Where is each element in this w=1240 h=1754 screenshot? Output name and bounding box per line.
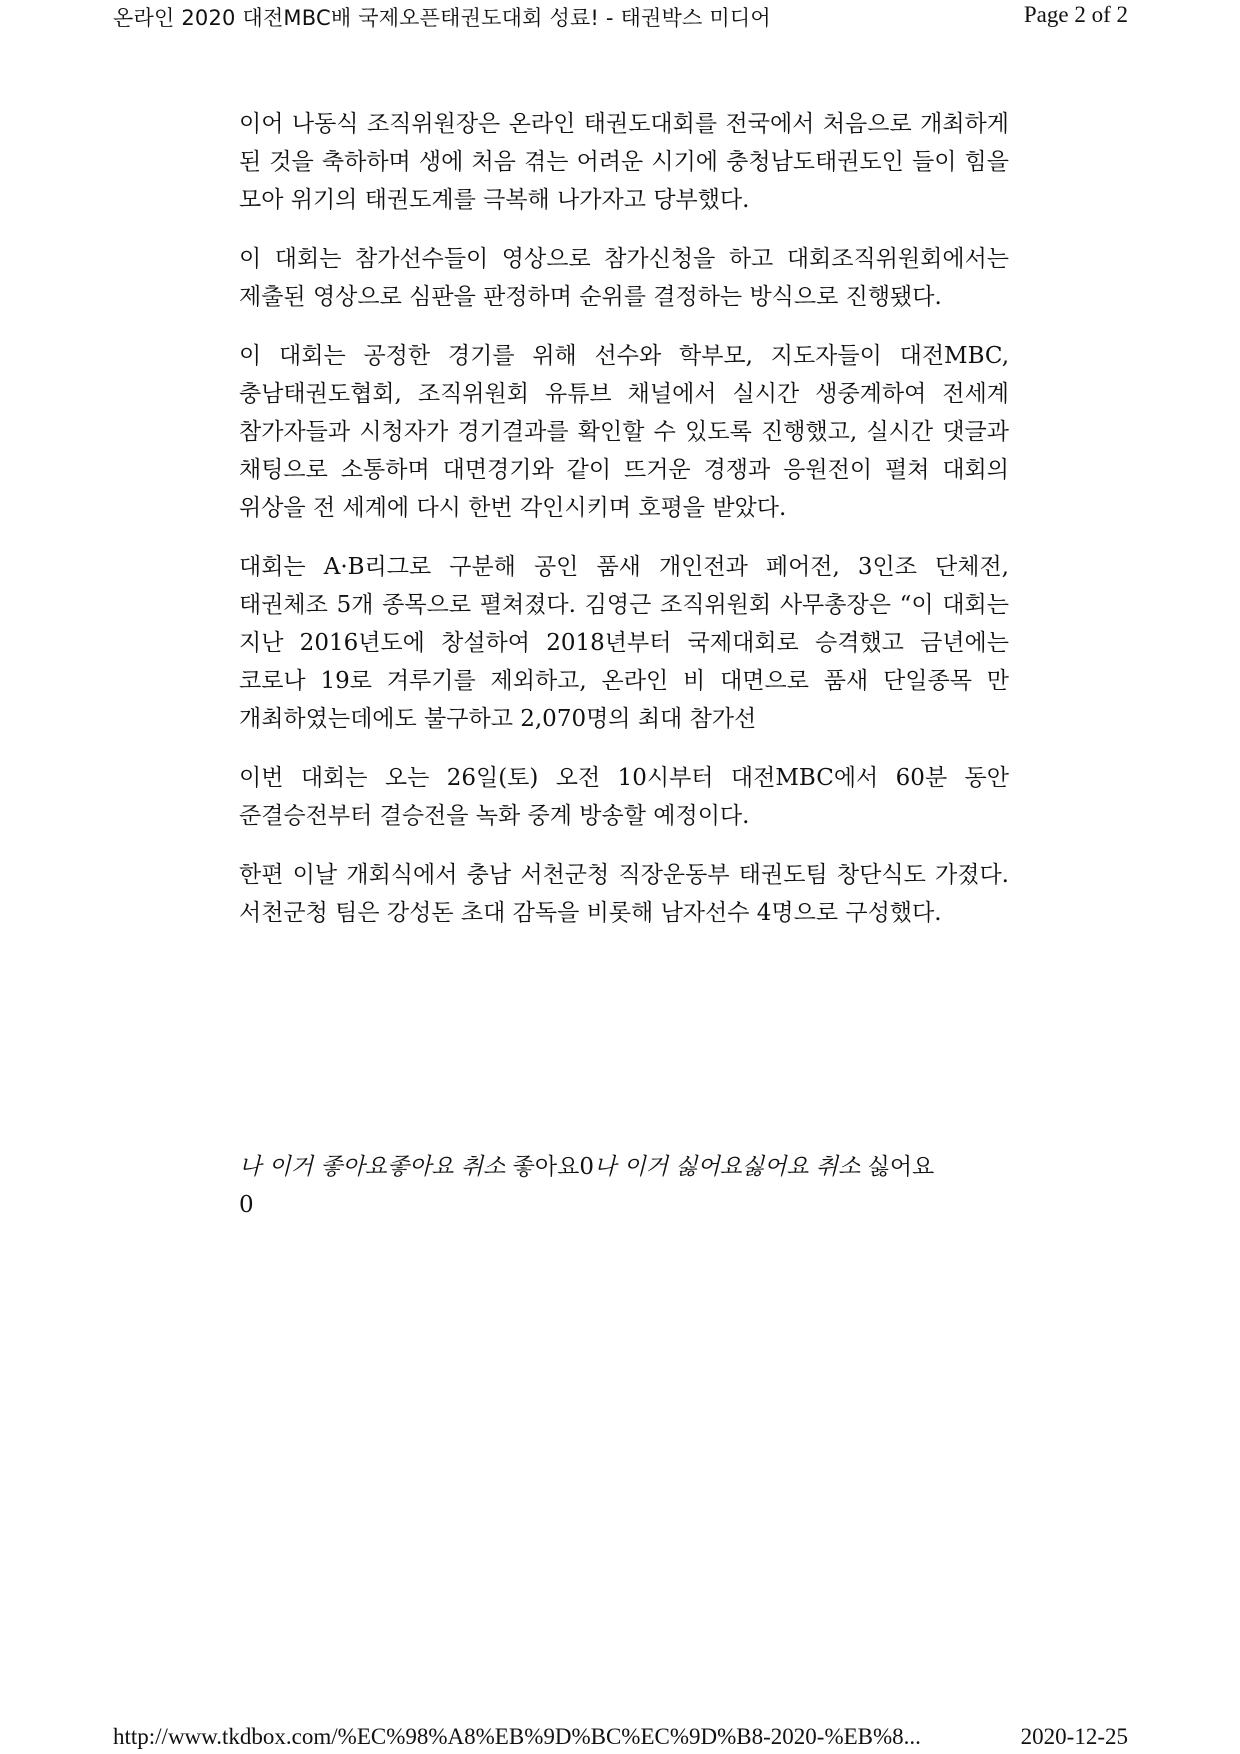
page-title: 온라인 2020 대전MBC배 국제오픈태권도대회 성료! - 태권박스 미디어 [113, 6, 771, 30]
page-number: Page 2 of 2 [1023, 2, 1128, 27]
reaction-bar [239, 1148, 1009, 1224]
article-paragraph: 대회는 A·B리그로 구분해 공인 품새 개인전과 페어전, 3인조 단체전, 태권체조 5개 종목으로 펼쳐졌다. 김영근 조직위원회 사무총장은 “이 대회는 지난 2016년도에 창설하여 2018년부터 국제대회로 승격했고 금년에는 코로나 19로 겨루기를 제외하고, 온라인 비 대면으로 품새 단일종목 만 개최하였는데에도 불구하고 2,070명의 최대 참가선 [239, 554, 1009, 732]
like-label: 나 이거 좋아요 [239, 1154, 387, 1180]
like-cancel-button[interactable]: 취소 [460, 1154, 506, 1180]
page-url: http://www.tkdbox.com/%EC%98%A8%EB%9D%BC%EC%9D%B8-2020-%EB%8... [113, 1724, 921, 1749]
like-count: 0 [579, 1154, 594, 1180]
article-paragraph: 이어 나동식 조직위원장은 온라인 태권도대회를 전국에서 처음으로 개최하게 된 것을 축하하며 생에 처음 겪는 어려운 시기에 충청남도태권도인 들이 힘을 모아 위기의 태권도계를 극복해 나가자고 당부했다. [239, 111, 1009, 213]
dislike-state: 싫어요 [741, 1154, 809, 1180]
article-paragraph: 이번 대회는 오는 26일(토) 오전 10시부터 대전MBC에서 60분 동안 준결승전부터 결승전을 녹화 중계 방송할 예정이다. [239, 765, 1009, 829]
like-state: 좋아요 [386, 1154, 454, 1180]
dislike-button[interactable] [594, 1154, 868, 1180]
like-button[interactable] [239, 1154, 513, 1180]
like-text: 좋아요 [512, 1154, 580, 1180]
article-paragraph: 이 대회는 공정한 경기를 위해 선수와 학부모, 지도자들이 대전MBC, 충남태권도협회, 조직위원회 유튜브 채널에서 실시간 생중계하여 전세계 참가자들과 시청자가 경기결과를 확인할 수 있도록 진행했고, 실시간 댓글과 채팅으로 소통하며 대면경기와 같이 뜨거운 경쟁과 응원전이 펼쳐 대회의 위상을 전 세계에 다시 한번 각인시키며 호평을 받았다. [239, 343, 1009, 521]
print-date: 2020-12-25 [1020, 1724, 1128, 1749]
print-header [0, 0, 1240, 36]
dislike-count: 0 [239, 1192, 254, 1218]
article-body [239, 105, 1009, 953]
dislike-text: 싫어요 [867, 1154, 935, 1180]
dislike-cancel-button[interactable]: 취소 [815, 1154, 861, 1180]
article-paragraph: 이 대회는 참가선수들이 영상으로 참가신청을 하고 대회조직위원회에서는 제출된 영상으로 심판을 판정하며 순위를 결정하는 방식으로 진행됐다. [239, 246, 1009, 310]
dislike-label: 나 이거 싫어요 [593, 1154, 742, 1180]
article-paragraph: 한편 이날 개회식에서 충남 서천군청 직장운동부 태권도팀 창단식도 가졌다. 서천군청 팀은 강성돈 초대 감독을 비롯해 남자선수 4명으로 구성했다. [239, 862, 1009, 926]
print-footer [0, 1718, 1240, 1754]
